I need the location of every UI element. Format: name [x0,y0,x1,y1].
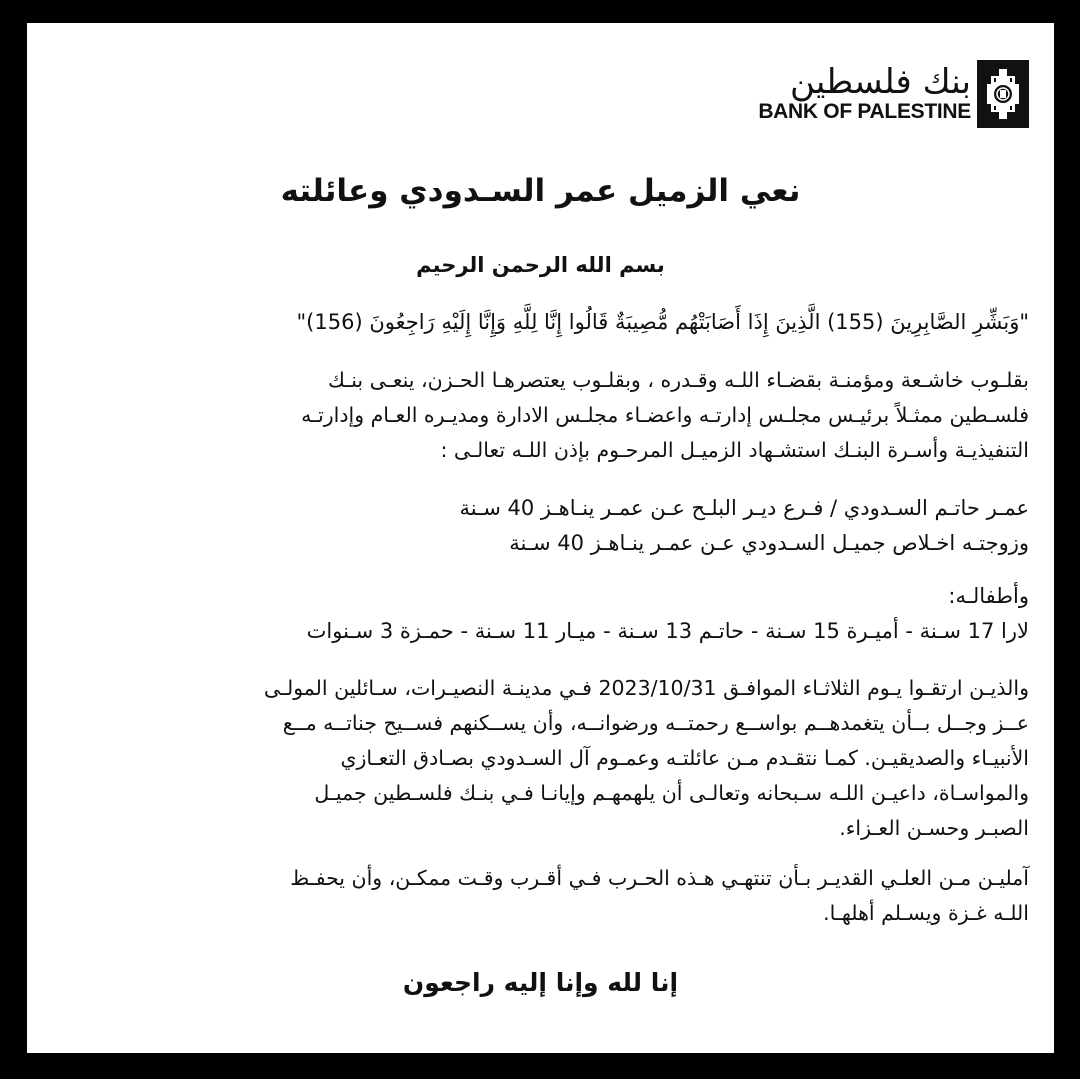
paragraph-line: والذيـن ارتقـوا يـوم الثلاثـاء الموافـق 2023/10/31 فـي مدينـة النصيـرات، سـائلين المولـى [263,676,1029,700]
paragraph-line: بقلـوب خاشـعة ومؤمنـة بقضـاء اللـه وقـدره ، وبقلـوب يعتصرهـا الحـزن، ينعـى بنـك [327,368,1029,392]
logo-text [758,64,971,124]
closing-phrase: إنا لله وإنا إليه راجعون [402,968,679,997]
paragraph-line: اللـه غـزة ويسـلم أهلهـا. [823,901,1029,925]
hope-paragraph [39,861,1029,931]
paragraph-line: الصبـر وحسـن العـزاء. [839,816,1029,840]
paragraph-line: عــز وجــل بــأن يتغمدهــم بواســع رحمتــه ورضوانــه، وأن يســكنهم فســيح جناتــه مــع [282,711,1029,735]
announcement-title: نعي الزميل عمر السـدودي وعائلته [280,173,801,209]
announcement-sheet [27,23,1054,1053]
paragraph-line: آمليـن مـن العلـي القديـر بـأن تنتهـي هـذه الحـرب فـي أقـرب وقـت ممكـن، وأن يحفـظ [290,866,1029,890]
paragraph-line: فلسـطين ممثـلاً برئيـس مجلـس إدارتـه واعضـاء مجلـس الادارة ومديـره العـام وإدارتـه [301,403,1029,427]
paragraph-line: الأنبيـاء والصديقيـن. كمـا نتقـدم مـن عائلتـه وعمـوم آل السـدودي بصـادق التعـازي [340,746,1029,770]
logo-arabic-name: بنك فلسطين [789,62,971,102]
children-heading: وأطفالـه: [948,584,1029,608]
name-line: عمـر حاتـم السـدودي / فـرع ديـر البلـح عـن عمـر ينـاهـز 40 سـنة [459,496,1029,520]
condolence-paragraph [39,671,1029,846]
deceased-names [39,491,1029,561]
paragraph-line: والمواسـاة، داعيـن اللـه سـبحانه وتعالـى أن يلهمهـم وإيانـا فـي بنـك فلسـطين جميـل [314,781,1029,805]
basmala: بسم الله الرحمن الرحيم [416,253,665,277]
bank-emblem-icon [977,60,1029,128]
children-section [39,579,1029,649]
bank-logo [758,60,1029,128]
logo-english-name: BANK OF PALESTINE [758,100,971,123]
paragraph-line: التنفيذيـة وأسـرة البنـك استشـهاد الزميـل المرحـوم بإذن اللـه تعالـى : [440,438,1029,462]
opening-paragraph [39,363,1029,468]
quran-verse: "وَبَشِّرِ الصَّابِرِينَ (155) الَّذِينَ إِذَا أَصَابَتْهُم مُّصِيبَةٌ قَالُوا إِنَّا لِلَّهِ وَإِنَّا إِلَيْهِ رَاجِعُونَ (156)" [296,310,1029,334]
name-line: وزوجتـه اخـلاص جميـل السـدودي عـن عمـر ينـاهـز 40 سـنة [509,531,1029,555]
children-list: لارا 17 سـنة - أميـرة 15 سـنة - حاتـم 13 سـنة - ميـار 11 سـنة - حمـزة 3 سـنوات [306,619,1029,643]
